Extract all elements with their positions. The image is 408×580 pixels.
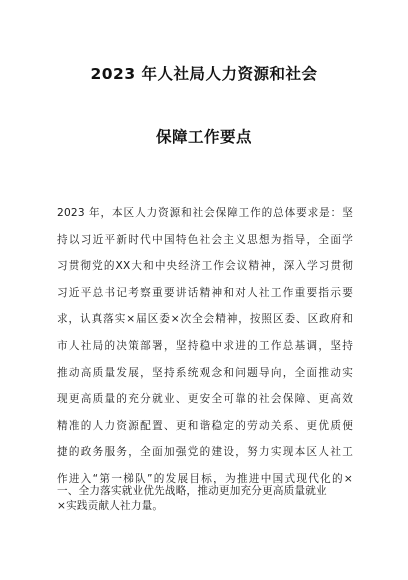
- paragraph-line: 持以习近平新时代中国特色社会主义思想为指导，全面学: [57, 233, 353, 246]
- paragraph-line: 精准的人力资源配置、更和谐稳定的劳动关系、更优质便: [57, 419, 353, 432]
- paragraph-line: 2023 年，本区人力资源和社会保障工作的总体要求是：坚: [57, 207, 353, 219]
- paragraph-line: ×实践贡献人社力量。: [57, 499, 164, 512]
- paragraph-line: 现更高质量的充分就业、更安全可靠的社会保障、更高效: [57, 393, 353, 406]
- document-title-line-1: 2023 年人社局人力资源和社会: [90, 65, 318, 83]
- paragraph-line: 习贯彻党的XX大和中央经济工作会议精神，深入学习贯彻: [57, 260, 353, 273]
- paragraph-line: 捷的政务服务，全面加强党的建设，努力实现本区人社工: [57, 446, 353, 459]
- document-title-line-2: 保障工作要点: [155, 128, 252, 146]
- section-heading-1: 一、全力落实就业优先战略，推动更加充分更高质量就业: [57, 485, 327, 497]
- paragraph-line: 市人社局的决策部署，坚持稳中求进的工作总基调，坚持: [57, 339, 353, 352]
- paragraph-line: 作进入“第一梯队”的发展目标，为推进中国式现代化的×: [57, 472, 353, 485]
- paragraph-overall-requirements: [57, 200, 353, 519]
- paragraph-line: 求，认真落实×届区委×次全会精神，按照区委、区政府和: [57, 313, 353, 326]
- paragraph-line: 习近平总书记考察重要讲话精神和对人社工作重要指示要: [57, 286, 353, 299]
- paragraph-line: 推动高质量发展，坚持系统观念和问题导向，全面推动实: [57, 366, 353, 379]
